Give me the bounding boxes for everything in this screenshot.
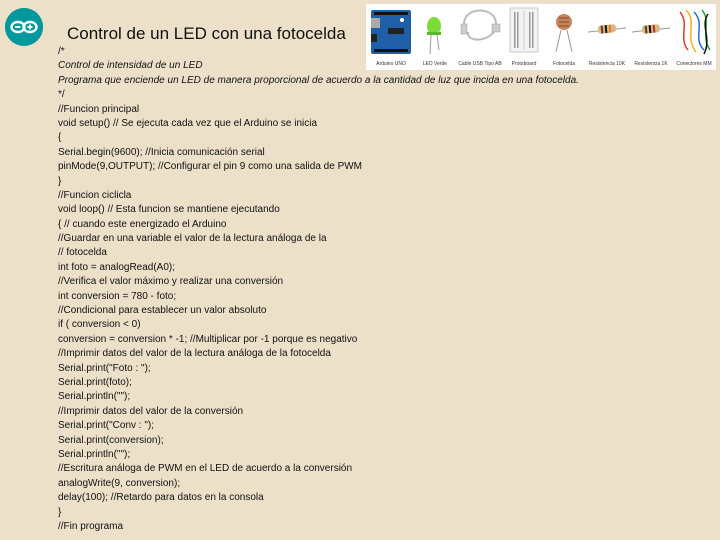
component-label: Protoboard xyxy=(511,61,537,67)
code-line: Programa que enciende un LED de manera proporcional de acuerdo a la cantidad de luz que incida en una fotocelda. xyxy=(58,74,579,86)
component-label: Conectores MM xyxy=(676,61,712,67)
code-line: Serial.print("Conv : "); xyxy=(58,420,155,432)
code-line: //Funcion principal xyxy=(58,103,140,115)
resistor-1k-item xyxy=(630,4,672,70)
code-line: pinMode(9,OUTPUT); //Configurar el pin 9 como una salida de PWM xyxy=(58,161,363,173)
code-line: void loop() // Esta funcion se mantiene ejecutando xyxy=(58,204,280,216)
code-line: /* xyxy=(58,46,65,57)
code-line: //Condicional para establecer un valor absoluto xyxy=(58,305,267,317)
component-label: Resistencia 1K xyxy=(634,61,668,67)
code-line: Serial.print(foto); xyxy=(58,376,132,388)
jumper-wires-icon xyxy=(674,4,714,62)
code-line: */ xyxy=(58,89,65,101)
code-line: void setup() // Se ejecuta cada vez que el Arduino se inicia xyxy=(58,117,318,129)
component-label: Cable USB Tipo AB xyxy=(458,61,502,67)
code-line: //Escritura análoga de PWM en el LED de acuerdo a la conversión xyxy=(58,463,353,475)
code-line: int foto = analogRead(A0); xyxy=(58,261,176,273)
code-line: Serial.print(conversion); xyxy=(58,434,164,446)
code-line: //Guardar en una variable el valor de la lectura análoga de la xyxy=(58,233,327,245)
code-line: Serial.print("Foto : "); xyxy=(58,362,151,374)
code-line: Serial.println(""); xyxy=(58,391,131,403)
code-line: Control de intensidad de un LED xyxy=(58,60,203,72)
code-line: delay(100); //Retardo para datos en la consola xyxy=(58,492,264,504)
code-line: //Imprimir datos del valor de la lectura análoga de la fotocelda xyxy=(58,348,331,360)
code-line: //Imprimir datos del valor de la conversión xyxy=(58,405,244,417)
code-line: int conversion = 780 - foto; xyxy=(58,290,177,302)
code-line: { // cuando este energizado el Arduino xyxy=(58,218,227,230)
resistor-icon xyxy=(586,4,628,62)
component-label: Fotocelda xyxy=(553,61,575,67)
code-line: //Fin programa xyxy=(58,520,124,532)
code-listing xyxy=(58,45,579,534)
code-line: if ( conversion < 0) xyxy=(58,319,141,331)
component-label: LED Verde xyxy=(422,61,448,67)
jumper-wires-item xyxy=(674,4,714,70)
component-label: Arduino UNO xyxy=(376,61,406,67)
code-line: //Funcion ciclicla xyxy=(58,189,132,201)
code-line: // fotocelda xyxy=(58,247,107,259)
resistor-icon xyxy=(630,4,672,62)
arduino-logo-icon xyxy=(5,8,43,46)
code-line: Serial.begin(9600); //Inicia comunicación serial xyxy=(58,146,265,158)
code-line: conversion = conversion * -1; //Multiplicar por -1 porque es negativo xyxy=(58,333,358,345)
code-line: Serial.println(""); xyxy=(58,448,131,460)
code-line: { xyxy=(58,132,62,144)
component-label: Resistencia 10K xyxy=(588,61,626,67)
code-line: analogWrite(9, conversion); xyxy=(58,477,181,489)
code-line: } xyxy=(58,506,62,518)
code-line: } xyxy=(58,175,62,187)
resistor-10k-item xyxy=(586,4,628,70)
code-line: //Verifica el valor máximo y realizar una conversión xyxy=(58,276,284,288)
slide-title: Control de un LED con una fotocelda xyxy=(67,24,346,43)
